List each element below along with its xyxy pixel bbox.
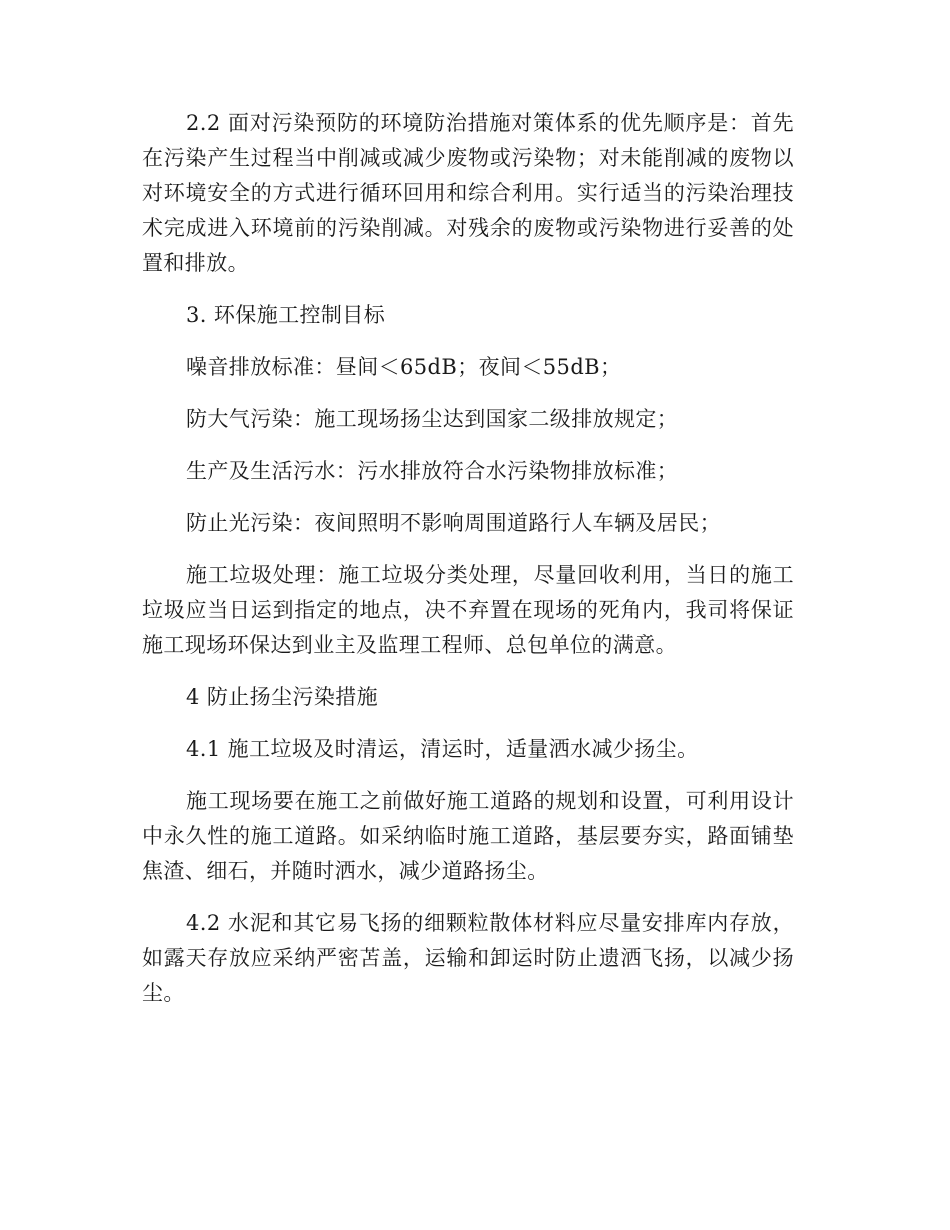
paragraph-4-1: 4.1 施工垃圾及时清运，清运时，适量洒水减少扬尘。	[186, 737, 699, 761]
paragraph-4-2: 4.2 水泥和其它易飞扬的细颗粒散体材料应尽量安排库内存放，如露天存放应采纳严密苫盖，运输和卸运时防止遗洒飞扬，以减少扬尘。	[142, 911, 794, 1005]
paragraph-noise-standard: 噪音排放标准：昼间＜65dB；夜间＜55dB；	[186, 355, 622, 379]
document-body	[142, 106, 794, 1028]
paragraph-2-2: 2.2 面对污染预防的环境防治措施对策体系的优先顺序是：首先在污染产生过程当中削减或减少废物或污染物；对未能削减的废物以对环境安全的方式进行循环回用和综合利用。实行适当的污染治理技术完成进入环境前的污染削减。对残余的废物或污染物进行妥善的处置和排放。	[142, 111, 794, 275]
heading-section-4: 4 防止扬尘污染措施	[186, 685, 379, 709]
paragraph-site-roads: 施工现场要在施工之前做好施工道路的规划和设置，可利用设计中永久性的施工道路。如采纳临时施工道路，基层要夯实，路面铺垫焦渣、细石，并随时洒水，减少道路扬尘。	[142, 789, 794, 883]
paragraph-waste-handling: 施工垃圾处理：施工垃圾分类处理，尽量回收利用，当日的施工垃圾应当日运到指定的地点，决不弃置在现场的死角内，我司将保证施工现场环保达到业主及监理工程师、总包单位的满意。	[142, 563, 794, 657]
heading-section-3: 3. 环保施工控制目标	[186, 303, 386, 327]
paragraph-light-pollution: 防止光污染：夜间照明不影响周围道路行人车辆及居民；	[186, 511, 721, 535]
paragraph-air-pollution: 防大气污染：施工现场扬尘达到国家二级排放规定；	[186, 407, 679, 431]
paragraph-sewage: 生产及生活污水：污水排放符合水污染物排放标准；	[186, 459, 679, 483]
